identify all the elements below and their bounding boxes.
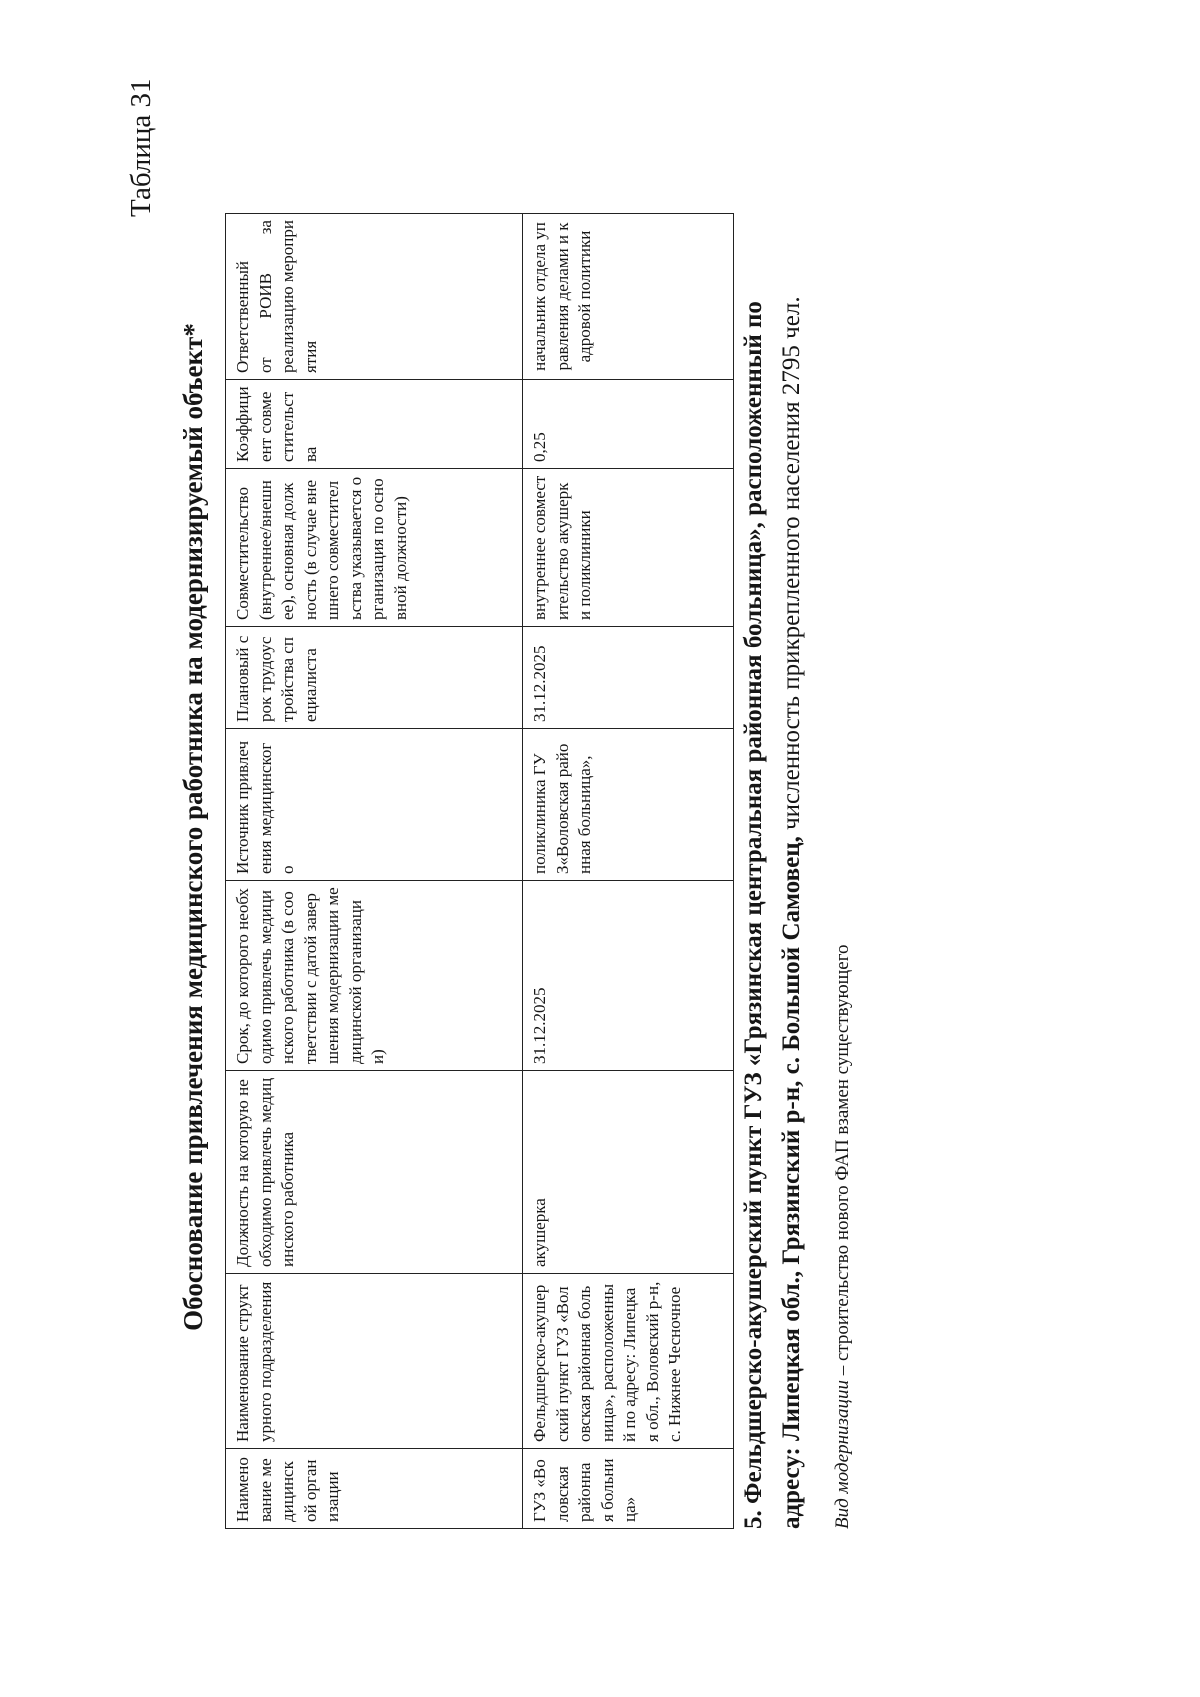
header-responsible-line3: реализацию мероприятия	[278, 220, 320, 373]
modernization-type	[832, 944, 854, 1529]
header-responsible-line2	[255, 220, 278, 373]
header-source: Источник привлечения медицинского	[226, 729, 523, 881]
header-unit-name: Наименование структурного подразделения	[226, 1274, 523, 1449]
header-deadline: Срок, до которого необходимо привлечь медицинского работника (в соответствии с датой завершения модернизации медицинской организации)	[226, 881, 523, 1071]
header-coefficient: Коэффициент совместительства	[226, 380, 523, 469]
cell-responsible: начальник отдела управления делами и кадровой политики	[523, 214, 734, 380]
cell-position: акушерка	[523, 1071, 734, 1274]
cell-combination: внутреннее совместительство акушерки поликлиники	[523, 469, 734, 627]
cell-unit-name: Фельдшерско-акушерский пункт ГУЗ «Воловская районная больница», расположенный по адресу: Липецкая обл., Воловский р-н, с. Нижнее Чесночное	[523, 1274, 734, 1449]
facility-title-line1: 5. Фельдшерско-акушерский пункт ГУЗ «Грязинская центральная районная больница», расположенный по	[740, 301, 767, 1529]
justification-table	[225, 213, 734, 1529]
facility-address: адресу: Липецкая обл., Грязинский р-н, с. Большой Самовец,	[778, 836, 805, 1529]
modernization-type-label: Вид модернизации	[832, 1380, 853, 1529]
modernization-type-value: – строительство нового ФАП взамен существующего	[832, 944, 853, 1381]
table-heading: Обоснование привлечения медицинского работника на модернизируемый объект*	[178, 323, 208, 1331]
cell-source: поликлиника ГУЗ«Воловская районная больница»,	[523, 729, 734, 881]
cell-employment-date: 31.12.2025	[523, 627, 734, 729]
header-combination: Совместительство (внутреннее/внешнее), основная должность (в случае внешнего совместительства указывается организация по основной должности)	[226, 469, 523, 627]
header-responsible-line1: Ответственный	[233, 261, 252, 373]
table-header-row	[226, 214, 523, 1529]
header-responsible	[226, 214, 523, 380]
table-row	[523, 214, 734, 1529]
cell-org-name: ГУЗ «Воловская районная больница»	[523, 1449, 734, 1529]
header-responsible-roiv: РОИВ	[255, 273, 275, 319]
header-employment-date: Плановый срок трудоустройства специалиста	[226, 627, 523, 729]
facility-population: численность прикрепленного населения 2795 чел.	[778, 296, 805, 837]
table-caption: Таблица 31	[125, 78, 157, 217]
header-position: Должность на которую необходимо привлечь медицинского работника	[226, 1071, 523, 1274]
header-org-name: Наименование медицинской организации	[226, 1449, 523, 1529]
cell-deadline: 31.12.2025	[523, 881, 734, 1071]
facility-title-line2	[778, 296, 806, 1529]
cell-coefficient: 0,25	[523, 380, 734, 469]
header-responsible-za: за	[255, 220, 275, 235]
header-responsible-ot: от	[255, 357, 275, 373]
